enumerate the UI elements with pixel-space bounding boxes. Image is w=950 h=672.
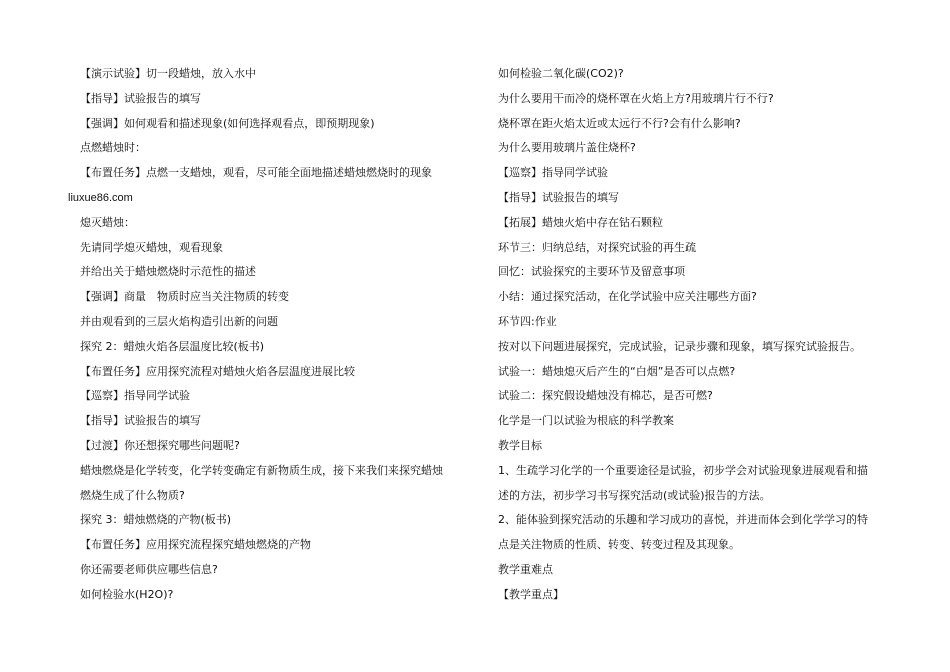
text-line: 【强调】如何观看和描述现象(如何选择观看点，即预期现象) xyxy=(80,116,375,130)
text-line: 【指导】试验报告的填写 xyxy=(498,190,619,204)
text-line: 小结：通过探究活动，在化学试验中应关注哪些方面? xyxy=(498,290,757,304)
text-line: 按对以下问题进展探究，完成试验，记录步骤和现象，填写探究试验报告。 xyxy=(498,339,861,353)
text-line: 探究 3：蜡烛燃烧的产物(板书) xyxy=(80,513,232,527)
text-line: 如何检验水(H2O)? xyxy=(80,587,174,601)
text-line: 试验二：探究假设蜡烛没有棉芯，是否可燃? xyxy=(498,389,713,403)
text-line: liuxue86.com xyxy=(68,191,133,204)
text-line: 【拓展】蜡烛火焰中存在钻石颗粒 xyxy=(498,215,663,229)
text-line: 燃烧生成了什么物质? xyxy=(80,488,185,502)
text-line: 【巡察】指导同学试验 xyxy=(498,166,608,180)
text-line: 教学目标 xyxy=(498,438,542,452)
text-line: 探究 2：蜡烛火焰各层温度比较(板书) xyxy=(80,339,265,353)
text-line: 1、生疏学习化学的一个重要途径是试验，初步学会对试验现象进展观看和描 xyxy=(498,463,868,477)
text-line: 【布置任务】应用探究流程探究蜡烛燃烧的产物 xyxy=(80,538,311,552)
text-line: 点燃蜡烛时： xyxy=(80,141,146,155)
text-line: 2、能体验到探究活动的乐趣和学习成功的喜悦，并进而体会到化学学习的特 xyxy=(498,513,868,527)
text-line: 【布置任务】点燃一支蜡烛，观看，尽可能全面地描述蜡烛燃烧时的现象 xyxy=(80,166,432,180)
text-line: 教学重难点 xyxy=(498,562,553,576)
text-line: 如何检验二氧化碳(CO2)? xyxy=(498,67,624,80)
left-column xyxy=(68,62,470,608)
text-line: 化学是一门以试验为根底的科学教案 xyxy=(498,414,674,428)
text-line: 点是关注物质的性质、转变、转变过程及其现象。 xyxy=(498,538,740,552)
text-line: 试验一：蜡烛熄灭后产生的“白烟”是否可以点燃? xyxy=(498,364,736,378)
text-line: 【演示试验】切一段蜡烛，放入水中 xyxy=(80,67,256,80)
text-line: 回忆：试验探究的主要环节及留意事项 xyxy=(498,265,685,279)
text-line: 环节三：归纳总结，对探究试验的再生疏 xyxy=(498,240,696,254)
text-line: 并由观看到的三层火焰构造引出新的问题 xyxy=(80,314,278,328)
text-line: 【过渡】你还想探究哪些问题呢? xyxy=(80,438,240,452)
text-line: 烧杯罩在距火焰太近或太远行不行?会有什么影响? xyxy=(498,116,741,130)
text-line: 熄灭蜡烛： xyxy=(80,215,135,229)
text-line: 蜡烛燃烧是化学转变，化学转变确定有新物质生成，接下来我们来探究蜡烛 xyxy=(80,463,443,477)
text-line: 【指导】试验报告的填写 xyxy=(80,414,201,428)
text-line: 【指导】试验报告的填写 xyxy=(80,91,201,105)
right-column xyxy=(498,62,898,608)
text-line: 【布置任务】应用探究流程对蜡烛火焰各层温度进展比较 xyxy=(80,364,355,378)
text-line: 为什么要用干而冷的烧杯罩在火焰上方?用玻璃片行不行? xyxy=(498,91,774,105)
text-line: 环节四:作业 xyxy=(498,314,557,328)
text-line: 并给出关于蜡烛燃烧时示范性的描述 xyxy=(80,265,256,279)
text-line: 先请同学熄灭蜡烛，观看现象 xyxy=(80,240,223,254)
text-line: 【巡察】指导同学试验 xyxy=(80,389,190,403)
text-line: 【教学重点】 xyxy=(498,587,564,601)
text-line: 你还需要老师供应哪些信息? xyxy=(80,562,218,576)
text-line: 述的方法，初步学习书写探究活动(或试验)报告的方法。 xyxy=(498,488,771,502)
text-line: 【强调】商量 物质时应当关注物质的转变 xyxy=(80,290,289,304)
text-line: 为什么要用玻璃片盖住烧杯? xyxy=(498,141,636,155)
